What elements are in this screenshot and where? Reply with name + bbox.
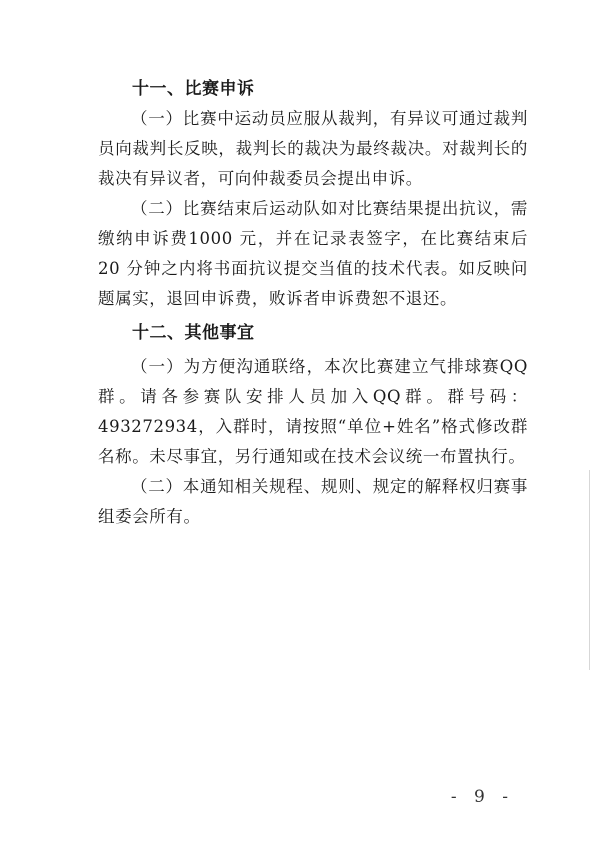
section-other-matters — [98, 318, 528, 532]
page-number: - 9 - — [450, 787, 514, 807]
paragraph: （二）本通知相关规程、规则、规定的解释权归赛事组委会所有。 — [98, 477, 528, 526]
paragraph: （一）为方便沟通联络，本次比赛建立气排球赛QQ群。请各参赛队安排人员加入QQ群。群号码：493272934，入群时，请按照“单位+姓名”格式修改群名称。未尽事宜，另行通知或在技术会议统一布置执行。 — [98, 357, 528, 466]
section-appeals — [98, 74, 528, 314]
section-body — [98, 352, 528, 532]
section-heading: 十二、其他事宜 — [132, 323, 255, 343]
section-body — [98, 104, 528, 314]
paragraph: （二）比赛结束后运动队如对比赛结果提出抗议，需缴纳申诉费1000 元，并在记录表签字，在比赛结束后 20 分钟之内将书面抗议提交当值的技术代表。如反映问题属实，退回申诉费，败诉者申诉费恕不退还。 — [98, 199, 528, 308]
document-body — [98, 74, 528, 532]
paragraph: （一）比赛中运动员应服从裁判，有异议可通过裁判员向裁判长反映，裁判长的裁决为最终裁决。对裁判长的裁决有异议者，可向仲裁委员会提出申诉。 — [98, 109, 528, 188]
scan-edge-line — [589, 470, 590, 670]
section-heading: 十一、比赛申诉 — [132, 79, 255, 99]
